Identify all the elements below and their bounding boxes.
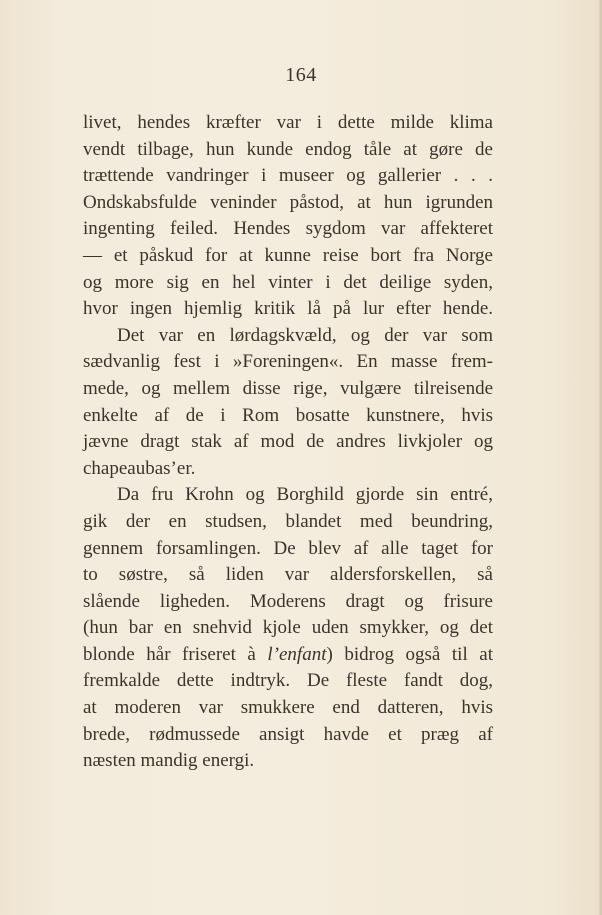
text-segment: ) bidrog også til at — [326, 643, 493, 665]
page-number: 164 — [285, 64, 317, 86]
text-line: slående ligheden. Moderens dragt og frisure — [83, 590, 493, 612]
text-line: livet, hendes kræfter var i dette milde klima — [83, 112, 493, 133]
body-text — [83, 110, 493, 775]
text-line: trættende vandringer i museer og gallerier . . . — [83, 165, 493, 187]
text-line-with-italic — [83, 642, 493, 669]
paragraph-last-line: chapeaubas’er. — [83, 457, 196, 479]
text-line: gik der en studsen, blandet med beundring, — [83, 510, 493, 532]
text-line: mede, og mellem disse rige, vulgære tilreisende — [83, 377, 493, 399]
text-line: hvor ingen hjemlig kritik lå på lur efter hende. — [83, 298, 493, 320]
paragraph-first-line: Da fru Krohn og Borghild gjorde sin entré, — [117, 484, 493, 506]
text-line: gennem forsamlingen. De blev af alle taget for — [83, 537, 493, 559]
text-line: — et påskud for at kunne reise bort fra Norge — [83, 244, 493, 266]
page-edge-shadow — [598, 0, 602, 915]
text-line: to søstre, så liden var aldersforskellen, så — [83, 564, 493, 586]
text-line: fremkalde dette indtryk. De fleste fandt dog, — [83, 670, 493, 692]
text-line: (hun bar en snehvid kjole uden smykker, og det — [83, 617, 493, 639]
text-line: vendt tilbage, hun kunde endog tåle at gøre de — [83, 138, 493, 160]
paragraph-first-line: Det var en lørdagskvæld, og der var som — [117, 324, 493, 346]
text-line: Ondskabsfulde veninder påstod, at hun igrunden — [83, 191, 493, 213]
text-line: jævne dragt stak af mod de andres livkjoler og — [83, 431, 493, 453]
italic-phrase: l’enfant — [267, 643, 327, 665]
paragraph-last-line: næsten mandig energi. — [83, 750, 255, 772]
text-line: brede, rødmussede ansigt havde et præg af — [83, 723, 493, 745]
text-line: enkelte af de i Rom bosatte kunstnere, hvis — [83, 404, 493, 426]
text-line: og more sig en hel vinter i det deilige syden, — [83, 271, 493, 293]
text-line: ingenting feiled. Hendes sygdom var affekteret — [83, 218, 493, 240]
text-line: at moderen var smukkere end datteren, hvis — [83, 697, 493, 719]
text-line: sædvanlig fest i »Foreningen«. En masse frem- — [83, 351, 493, 373]
text-segment: blonde hår friseret à — [83, 643, 268, 665]
